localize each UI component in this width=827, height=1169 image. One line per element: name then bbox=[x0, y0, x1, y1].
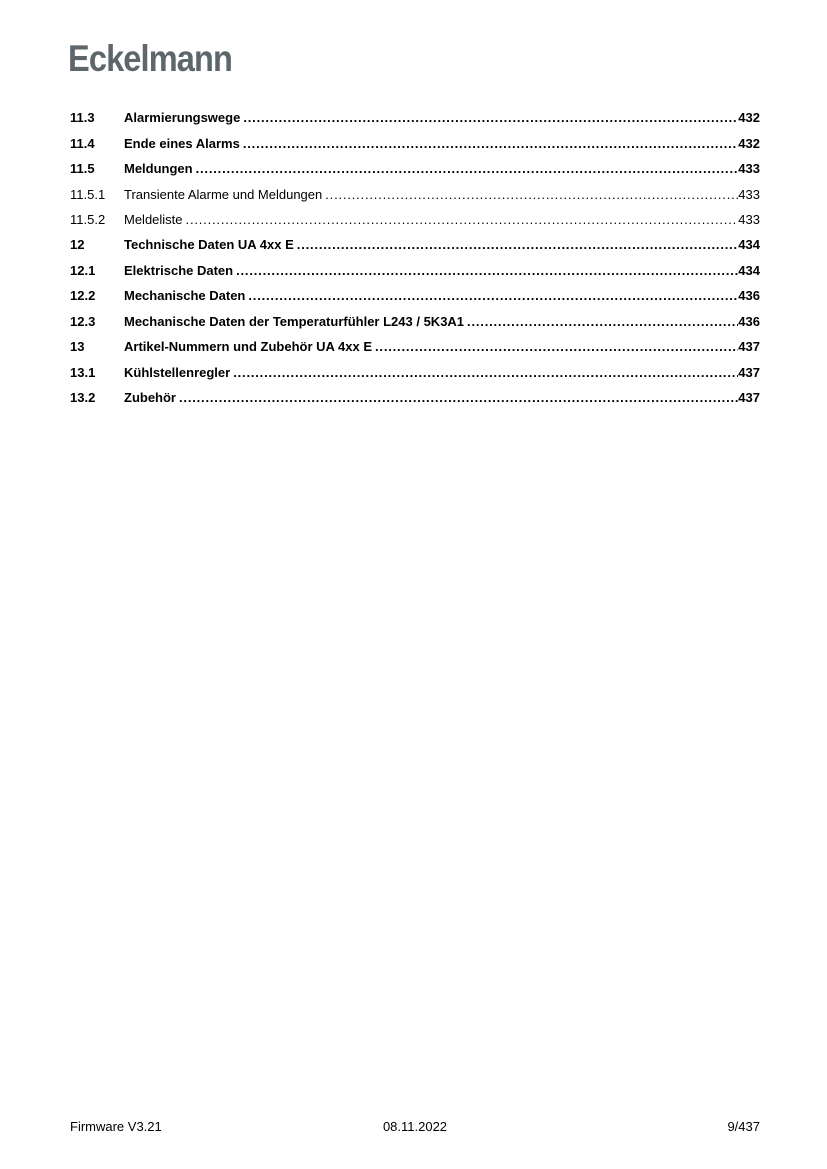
toc-entry-page: 437 bbox=[738, 390, 760, 406]
toc-entry-page: 436 bbox=[738, 313, 760, 329]
toc-dot-leader bbox=[233, 365, 738, 380]
toc-entry-number: 11.5.2 bbox=[70, 211, 106, 227]
table-of-contents bbox=[70, 105, 760, 410]
toc-entry-title: Ende eines Alarms bbox=[124, 135, 240, 151]
toc-entry-number: 13.2 bbox=[70, 390, 96, 406]
toc-entry-title: Transiente Alarme und Meldungen bbox=[124, 186, 323, 202]
toc-entry bbox=[70, 181, 760, 206]
toc-entry-page: 437 bbox=[738, 364, 760, 380]
toc-entry-page: 434 bbox=[738, 262, 760, 278]
toc-entry-number: 12.3 bbox=[70, 313, 96, 329]
footer-date: 08.11.2022 bbox=[382, 1119, 448, 1134]
toc-entry-title: Mechanische Daten der Temperaturfühler L243 / 5K3A1 bbox=[124, 313, 465, 329]
toc-dot-leader bbox=[243, 136, 738, 151]
toc-dot-leader bbox=[467, 314, 738, 329]
toc-dot-leader bbox=[196, 161, 739, 176]
toc-entry-number: 13.1 bbox=[70, 364, 96, 380]
toc-entry-page: 433 bbox=[738, 211, 760, 227]
toc-entry bbox=[70, 130, 760, 155]
toc-entry-number: 11.4 bbox=[70, 135, 95, 151]
toc-entry bbox=[70, 283, 760, 308]
toc-entry-number: 11.3 bbox=[70, 110, 95, 126]
toc-dot-leader bbox=[236, 263, 738, 278]
eckelmann-logo: Eckelmann bbox=[68, 38, 233, 79]
toc-entry bbox=[70, 385, 760, 410]
toc-entry-page: 433 bbox=[738, 161, 760, 177]
toc-entry-number: 11.5 bbox=[70, 161, 95, 177]
toc-entry-number: 12 bbox=[70, 237, 85, 253]
toc-entry-page: 434 bbox=[738, 237, 760, 253]
toc-entry bbox=[70, 105, 760, 130]
toc-entry-number: 13 bbox=[70, 339, 85, 355]
toc-entry bbox=[70, 309, 760, 334]
toc-dot-leader bbox=[186, 212, 739, 227]
toc-entry-number: 12.2 bbox=[70, 288, 96, 304]
toc-dot-leader bbox=[297, 237, 739, 252]
toc-entry-title: Alarmierungswege bbox=[124, 110, 241, 126]
toc-entry-title: Kühlstellenregler bbox=[124, 364, 231, 380]
toc-entry-page: 437 bbox=[738, 339, 760, 355]
toc-entry-title: Meldeliste bbox=[124, 211, 183, 227]
toc-entry-title: Zubehör bbox=[124, 390, 176, 406]
toc-dot-leader bbox=[325, 187, 738, 202]
toc-entry-page: 433 bbox=[738, 186, 760, 202]
page-footer bbox=[70, 1119, 760, 1134]
toc-entry bbox=[70, 359, 760, 384]
toc-entry-page: 436 bbox=[738, 288, 760, 304]
toc-dot-leader bbox=[179, 390, 738, 405]
toc-entry bbox=[70, 156, 760, 181]
toc-entry bbox=[70, 207, 760, 232]
toc-entry-page: 432 bbox=[738, 110, 760, 126]
toc-dot-leader bbox=[375, 339, 738, 354]
toc-entry-number: 12.1 bbox=[70, 262, 96, 278]
toc-entry-title: Meldungen bbox=[124, 161, 193, 177]
toc-entry bbox=[70, 334, 760, 359]
toc-entry-title: Technische Daten UA 4xx E bbox=[124, 237, 294, 253]
toc-entry bbox=[70, 232, 760, 257]
toc-entry bbox=[70, 258, 760, 283]
footer-firmware-version: Firmware V3.21 bbox=[70, 1119, 162, 1134]
toc-dot-leader bbox=[248, 288, 738, 303]
toc-entry-page: 432 bbox=[738, 135, 760, 151]
toc-entry-title: Mechanische Daten bbox=[124, 288, 246, 304]
footer-page-number: 9/437 bbox=[727, 1119, 760, 1134]
toc-entry-title: Elektrische Daten bbox=[124, 262, 234, 278]
toc-entry-title: Artikel-Nummern und Zubehör UA 4xx E bbox=[124, 339, 372, 355]
toc-entry-number: 11.5.1 bbox=[70, 186, 106, 202]
toc-dot-leader bbox=[243, 110, 738, 125]
